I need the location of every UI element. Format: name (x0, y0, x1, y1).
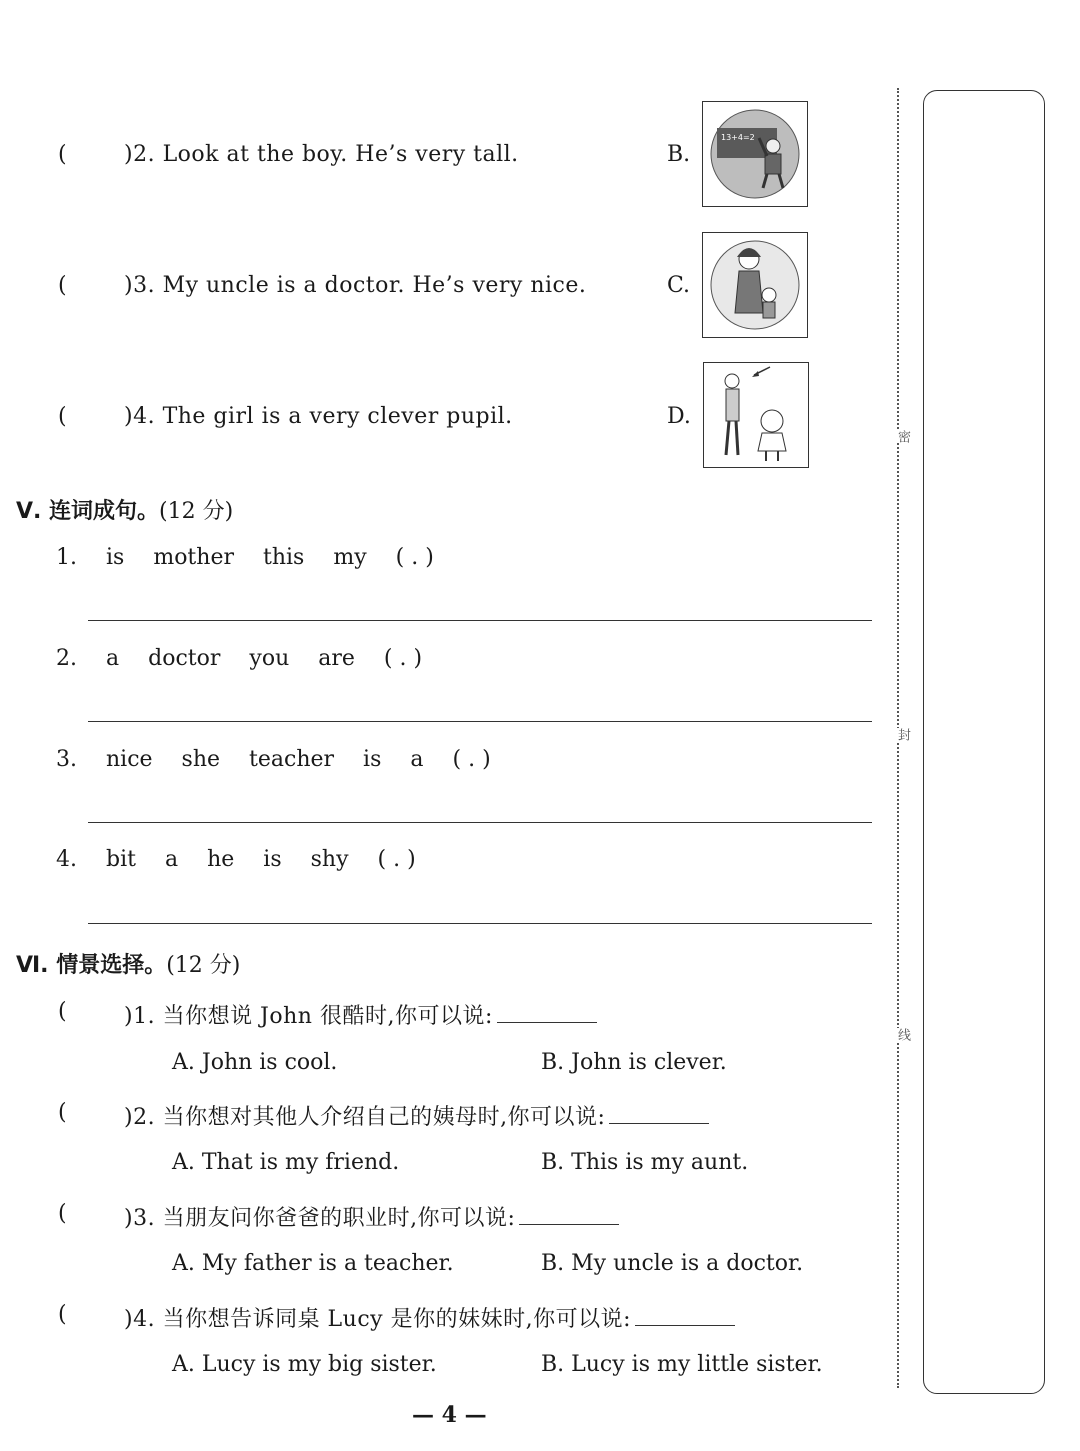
section-vi-title: Ⅵ. 情景选择。 (16, 953, 167, 978)
word: shy (310, 847, 349, 872)
option-b[interactable]: B. My uncle is a doctor. (541, 1251, 804, 1276)
word: a (106, 646, 120, 671)
word: nice (106, 747, 153, 772)
situation-question (124, 1100, 709, 1131)
question-number: 4. (56, 847, 77, 872)
answer-paren[interactable]: ( (58, 273, 67, 298)
word: teacher (249, 747, 335, 772)
seal-glyph-mi: 密 (895, 430, 910, 443)
answer-paren[interactable]: ( (58, 1100, 67, 1125)
situation-question (124, 1302, 735, 1333)
word: mother (153, 545, 234, 570)
answer-blank[interactable] (609, 1103, 709, 1124)
reorder-question (56, 747, 513, 772)
option-b[interactable]: B. This is my aunt. (541, 1150, 749, 1175)
question-number: 3. (56, 747, 77, 772)
answer-line[interactable] (88, 822, 872, 823)
word: are (318, 646, 355, 671)
answer-paren[interactable]: ( (58, 999, 67, 1024)
answer-paren[interactable]: ( (58, 142, 67, 167)
punctuation: ( . ) (383, 646, 423, 671)
word: is (363, 747, 382, 772)
word: a (164, 847, 179, 872)
word: she (181, 747, 221, 772)
option-a[interactable]: A. My father is a teacher. (172, 1251, 454, 1276)
picture-letter: D. (667, 404, 691, 429)
question-number: 1. (56, 545, 77, 570)
punctuation: ( . ) (377, 847, 416, 872)
situation-question (124, 999, 597, 1030)
option-b[interactable]: B. Lucy is my little sister. (541, 1352, 823, 1377)
question-text: )4. 当你想告诉同桌 Lucy 是你的妹妹时,你可以说: (124, 1307, 631, 1332)
section-v-score: (12 分) (159, 499, 234, 524)
word: this (262, 545, 305, 570)
option-b[interactable]: B. John is clever. (541, 1050, 727, 1075)
word: is (106, 545, 125, 570)
answer-line[interactable] (88, 721, 872, 722)
picture-letter: B. (667, 142, 691, 167)
question-text: )3. 当朋友问你爸爸的职业时,你可以说: (124, 1206, 516, 1231)
answer-paren[interactable]: ( (58, 404, 67, 429)
blackboard-text: 13+4=2 (721, 133, 755, 142)
word: you (249, 646, 290, 671)
punctuation: ( . ) (452, 747, 491, 772)
option-a[interactable]: A. That is my friend. (172, 1150, 400, 1175)
word: doctor (148, 646, 221, 671)
matching-sentence: )4. The girl is a very clever pupil. (124, 404, 513, 429)
answer-blank[interactable] (497, 1002, 597, 1023)
answer-blank[interactable] (519, 1204, 619, 1225)
answer-line[interactable] (88, 923, 872, 924)
question-text: )2. 当你想对其他人介绍自己的姨母时,你可以说: (124, 1105, 606, 1130)
reorder-question (56, 847, 438, 872)
matching-sentence: )3. My uncle is a doctor. He’s very nice. (124, 273, 587, 298)
picture-d-tall-boy-and-girl (703, 362, 809, 468)
seal-glyph-xian: 线 (895, 1028, 910, 1041)
section-v-heading (16, 494, 233, 525)
option-a[interactable]: A. John is cool. (172, 1050, 338, 1075)
picture-b-child-at-blackboard (702, 101, 808, 207)
section-vi-heading (16, 948, 240, 979)
reorder-question (56, 545, 456, 570)
word: a (410, 747, 424, 772)
student-info-box (923, 90, 1045, 1394)
answer-paren[interactable]: ( (58, 1302, 67, 1327)
section-vi-score: (12 分) (166, 953, 241, 978)
word: is (263, 847, 282, 872)
seal-glyph-feng: 封 (895, 728, 910, 741)
punctuation: ( . ) (395, 545, 434, 570)
word: my (333, 545, 367, 570)
picture-letter: C. (667, 273, 691, 298)
word: bit (106, 847, 136, 872)
question-number: 2. (56, 646, 77, 671)
section-v-title: Ⅴ. 连词成句。 (16, 499, 160, 524)
option-a[interactable]: A. Lucy is my big sister. (172, 1352, 437, 1377)
word: he (207, 847, 235, 872)
answer-blank[interactable] (635, 1305, 735, 1326)
page-number: — 4 — (412, 1402, 487, 1428)
question-text: )1. 当你想说 John 很酷时,你可以说: (124, 1004, 493, 1029)
answer-paren[interactable]: ( (58, 1201, 67, 1226)
situation-question (124, 1201, 619, 1232)
answer-line[interactable] (88, 620, 872, 621)
matching-sentence: )2. Look at the boy. He’s very tall. (124, 142, 519, 167)
picture-c-woman-with-child (702, 232, 808, 338)
reorder-question (56, 646, 444, 671)
